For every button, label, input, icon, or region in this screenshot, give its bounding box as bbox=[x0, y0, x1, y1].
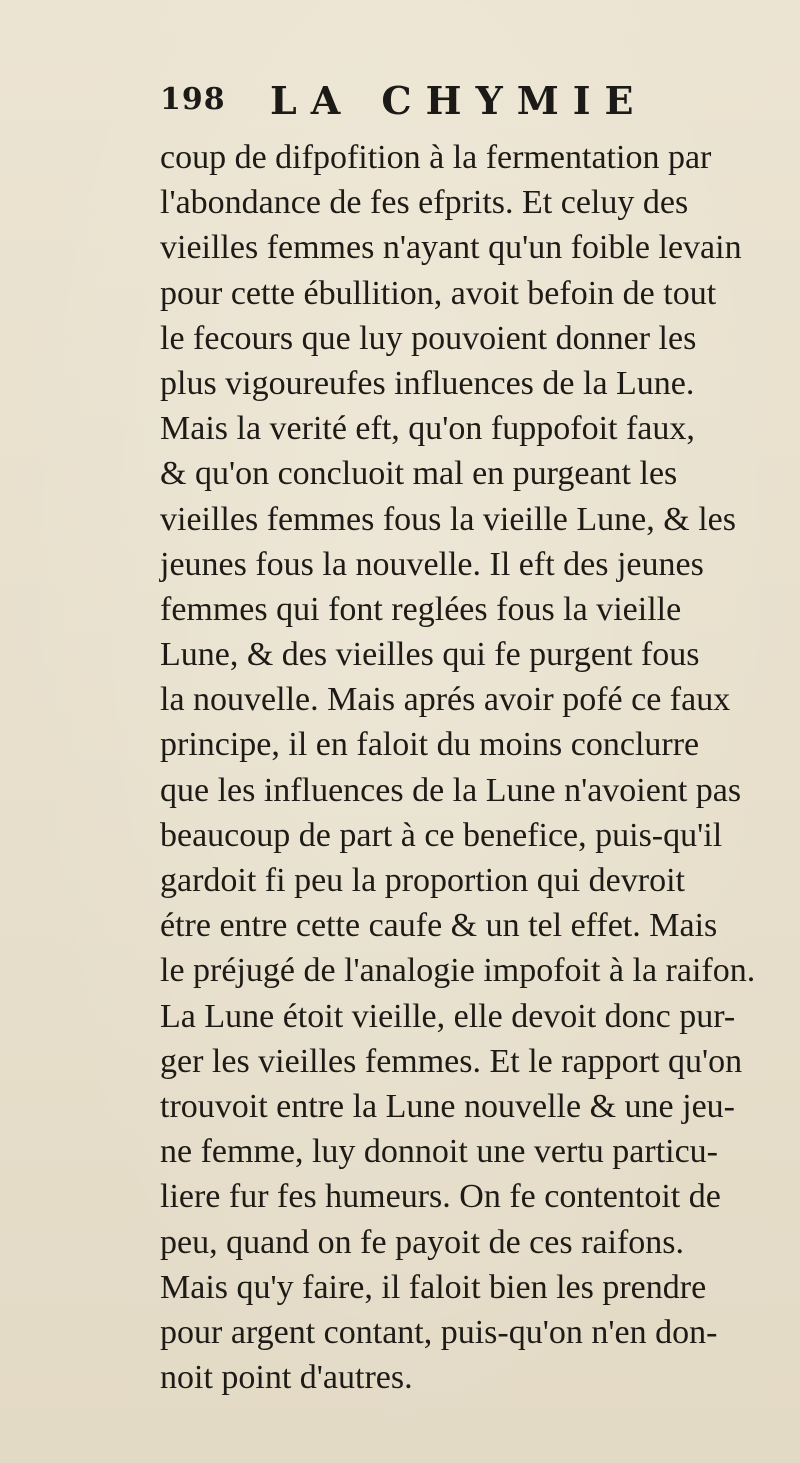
text-line: peu, quand on fe payoit de ces raifons. bbox=[160, 1223, 684, 1261]
text-line: trouvoit entre la Lune nouvelle & une jeu- bbox=[160, 1087, 735, 1125]
text-line: Mais la verité eft, qu'on fuppofoit faux, bbox=[160, 410, 695, 448]
text-line: pour argent contant, puis-qu'on n'en don- bbox=[160, 1313, 718, 1351]
text-line: principe, il en faloit du moins conclurre bbox=[160, 726, 700, 764]
text-line: jeunes fous la nouvelle. Il eft des jeunes bbox=[160, 545, 704, 583]
text-line: femmes qui font reglées fous la vieille bbox=[160, 590, 682, 628]
text-line: ne femme, luy donnoit une vertu particu- bbox=[160, 1133, 718, 1171]
text-line: la nouvelle. Mais aprés avoir pofé ce faux bbox=[160, 681, 731, 719]
text-line: beaucoup de part à ce benefice, puis-qu'il bbox=[160, 816, 723, 854]
text-line: noit point d'autres. bbox=[160, 1359, 413, 1397]
text-line: l'abondance de fes efprits. Et celuy des bbox=[160, 184, 689, 222]
body-text bbox=[160, 135, 780, 1400]
running-title: LA CHYMIE bbox=[270, 78, 648, 123]
text-line: que les influences de la Lune n'avoient pas bbox=[160, 771, 742, 809]
text-line: vieilles femmes fous la vieille Lune, & les bbox=[160, 500, 736, 538]
text-line: le préjugé de l'analogie impofoit à la raifon. bbox=[160, 952, 756, 990]
page-number: 198 bbox=[160, 82, 226, 117]
page-header bbox=[160, 78, 720, 128]
text-line: & qu'on concluoit mal en purgeant les bbox=[160, 455, 678, 493]
text-line: Mais qu'y faire, il faloit bien les prendre bbox=[160, 1268, 707, 1306]
text-line: le fecours que luy pouvoient donner les bbox=[160, 319, 697, 357]
text-line: ger les vieilles femmes. Et le rapport qu'on bbox=[160, 1042, 743, 1080]
text-line: plus vigoureufes influences de la Lune. bbox=[160, 364, 695, 402]
text-line: étre entre cette caufe & un tel effet. Mais bbox=[160, 907, 718, 945]
text-line: pour cette ébullition, avoit befoin de tout bbox=[160, 274, 717, 312]
text-line: La Lune étoit vieille, elle devoit donc pur- bbox=[160, 997, 736, 1035]
text-line: Lune, & des vieilles qui fe purgent fous bbox=[160, 636, 700, 674]
text-line: gardoit fi peu la proportion qui devroit bbox=[160, 862, 685, 899]
text-line: liere fur fes humeurs. On fe contentoit de bbox=[160, 1178, 721, 1216]
text-line: coup de difpofition à la fermentation par bbox=[160, 139, 712, 176]
text-line: vieilles femmes n'ayant qu'un foible levain bbox=[160, 229, 742, 267]
